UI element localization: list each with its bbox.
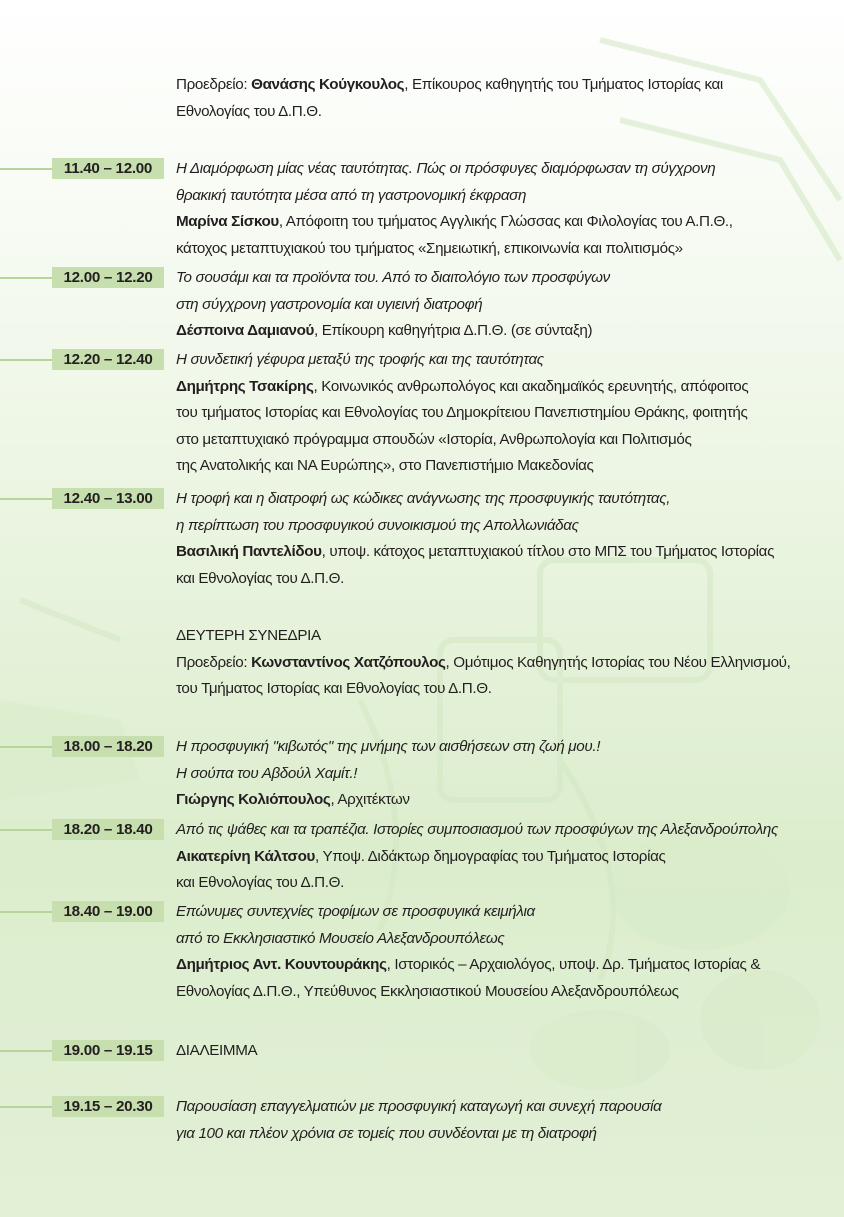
talk-time: 11.40 – 12.00 bbox=[52, 158, 164, 179]
talk-time: 18.40 – 19.00 bbox=[52, 901, 164, 922]
time-rule bbox=[0, 911, 56, 913]
talk-content bbox=[176, 734, 816, 814]
talk-time: 12.20 – 12.40 bbox=[52, 349, 164, 370]
speaker-name: Μαρίνα Σίσκου bbox=[176, 213, 279, 230]
final-title-line: Παρουσίαση επαγγελματιών με προσφυγική καταγωγή και συνεχή παρουσία bbox=[176, 1098, 662, 1115]
chair-label: Προεδρείο: bbox=[176, 76, 252, 93]
chair-title: , Επίκουρος καθηγητής του Τμήματος Ιστορίας και bbox=[404, 76, 723, 93]
second-session-heading: ΔΕΥΤΕΡΗ ΣΥΝΕΔΡΙΑ bbox=[176, 627, 321, 644]
talk-title-line: στη σύγχρονη γαστρονομία και υγιεινή διατροφή bbox=[176, 295, 483, 313]
talk-title-line: Η τροφή και η διατροφή ως κώδικες ανάγνωσης της προσφυγικής ταυτότητας, bbox=[176, 490, 671, 507]
speaker-affiliation-line: του τμήματος Ιστορίας και Εθνολογίας του Δημοκρίτειου Πανεπιστημίου Θράκης, φοιτητής bbox=[176, 404, 748, 421]
speaker-affiliation-line: Εθνολογίας Δ.Π.Θ., Υπεύθυνος Εκκλησιαστικού Μουσείου Αλεξανδρουπόλεως bbox=[176, 982, 679, 1000]
speaker-affiliation-line: της Ανατολικής και ΝΑ Ευρώπης», στο Πανεπιστήμιο Μακεδονίας bbox=[176, 457, 594, 474]
time-rule bbox=[0, 168, 56, 170]
first-session-chair bbox=[176, 72, 816, 125]
final-time: 19.15 – 20.30 bbox=[52, 1096, 164, 1117]
second-chair-label: Προεδρείο: bbox=[176, 653, 252, 671]
talk-title-line: θρακική ταυτότητα μέσα από τη γαστρονομική έκφραση bbox=[176, 186, 527, 204]
chair-title-line2: Εθνολογίας του Δ.Π.Θ. bbox=[176, 102, 322, 120]
talk-content bbox=[176, 265, 816, 345]
speaker-affiliation-line: στο μεταπτυχιακό πρόγραμμα σπουδών «Ιστορία, Ανθρωπολογία και Πολιτισμός bbox=[176, 430, 692, 448]
time-rule bbox=[0, 277, 56, 279]
talk-title-line: Η Διαμόρφωση μίας νέας ταυτότητας. Πώς οι πρόσφυγες διαμόρφωσαν τη σύγχρονη bbox=[176, 160, 716, 177]
speaker-affiliation: , Υποψ. Διδάκτωρ δημογραφίας του Τμήματος Ιστορίας bbox=[315, 847, 666, 865]
speaker-affiliation-line: κάτοχος μεταπτυχιακού του τμήματος «Σημειωτική, επικοινωνία και πολιτισμός» bbox=[176, 239, 683, 257]
talk-title-line: Το σουσάμι και τα προϊόντα του. Από το διαιτολόγιο των προσφύγων bbox=[176, 269, 610, 286]
talk-title-line: η περίπτωση του προσφυγικού συνοικισμού της Απολλωνιάδας bbox=[176, 516, 579, 534]
second-chair-title-line2: του Τμήματος Ιστορίας και Εθνολογίας του Δ.Π.Θ. bbox=[176, 680, 492, 697]
talk-time: 12.40 – 13.00 bbox=[52, 488, 164, 509]
talk-title-line: από το Εκκλησιαστικό Μουσείο Αλεξανδρουπόλεως bbox=[176, 929, 505, 947]
speaker-line bbox=[176, 952, 816, 979]
talk-content bbox=[176, 347, 816, 480]
time-rule bbox=[0, 359, 56, 361]
speaker-line bbox=[176, 209, 816, 236]
speaker-line bbox=[176, 539, 816, 566]
speaker-affiliation: , Επίκουρη καθηγήτρια Δ.Π.Θ. (σε σύνταξη) bbox=[314, 322, 593, 339]
talk-content bbox=[176, 156, 816, 262]
speaker-line bbox=[176, 374, 816, 401]
time-rule bbox=[0, 829, 56, 831]
speaker-affiliation: , Ιστορικός – Αρχαιολόγος, υποψ. Δρ. Τμήματος Ιστορίας & bbox=[386, 956, 761, 973]
talk-content bbox=[176, 486, 816, 592]
time-rule bbox=[0, 1106, 56, 1108]
speaker-line bbox=[176, 844, 816, 871]
break-label: ΔΙΑΛΕΙΜΜΑ bbox=[176, 1042, 258, 1059]
speaker-affiliation: , Κοινωνικός ανθρωπολόγος και ακαδημαϊκός ερευνητής, απόφοιτος bbox=[313, 377, 749, 395]
talk-title-line: Η προσφυγική "κιβωτός" της μνήμης των αισθήσεων στη ζωή μου.! bbox=[176, 738, 601, 755]
chair-name: Θανάσης Κούγκουλος bbox=[251, 76, 405, 93]
final-session bbox=[0, 1096, 844, 1156]
second-session bbox=[176, 623, 816, 703]
time-rule bbox=[0, 1050, 56, 1052]
final-title bbox=[176, 1094, 816, 1147]
final-title-line: για 100 και πλέον χρόνια σε τομείς που συνδέονται με τη διατροφή bbox=[176, 1124, 597, 1142]
talk-time: 18.00 – 18.20 bbox=[52, 736, 164, 757]
talk-title-line: Η σούπα του Αβδούλ Χαμίτ.! bbox=[176, 764, 358, 782]
speaker-affiliation-line: και Εθνολογίας του Δ.Π.Θ. bbox=[176, 569, 344, 587]
talk-title-line: Η συνδετική γέφυρα μεταξύ της τροφής και της ταυτότητας bbox=[176, 351, 544, 368]
second-chair-name: Κωνσταντίνος Χατζόπουλος bbox=[251, 653, 446, 671]
talk-content bbox=[176, 817, 816, 897]
speaker-name: Δέσποινα Δαμιανού bbox=[176, 322, 315, 339]
speaker-name: Δημήτρης Τσακίρης bbox=[176, 377, 314, 395]
speaker-name: Δημήτριος Αντ. Κουντουράκης bbox=[176, 956, 387, 973]
speaker-name: Βασιλική Παντελίδου bbox=[176, 543, 322, 560]
speaker-affiliation-line: και Εθνολογίας του Δ.Π.Θ. bbox=[176, 874, 344, 891]
talk-title-line: Από τις ψάθες και τα τραπέζια. Ιστορίες συμποσιασμού των προσφύγων της Αλεξανδρούπολης bbox=[176, 821, 779, 838]
talk-time: 12.00 – 12.20 bbox=[52, 267, 164, 288]
break-session bbox=[0, 1040, 844, 1062]
time-rule bbox=[0, 746, 56, 748]
break-time: 19.00 – 19.15 bbox=[52, 1040, 164, 1061]
speaker-affiliation: , Απόφοιτη του τμήματος Αγγλικής Γλώσσας και Φιλολογίας του Α.Π.Θ., bbox=[278, 213, 733, 230]
speaker-line bbox=[176, 787, 816, 814]
time-rule bbox=[0, 498, 56, 500]
second-chair-title: , Ομότιμος Καθηγητής Ιστορίας του Νέου Ελληνισμού, bbox=[445, 653, 791, 671]
speaker-affiliation: , υποψ. κάτοχος μεταπτυχιακού τίτλου στο ΜΠΣ του Τμήματος Ιστορίας bbox=[321, 543, 775, 560]
speaker-line bbox=[176, 318, 816, 345]
talk-title-line: Επώνυμες συντεχνίες τροφίμων σε προσφυγικά κειμήλια bbox=[176, 903, 535, 920]
speaker-name: Γιώργης Κολιόπουλος bbox=[176, 791, 331, 808]
speaker-name: Αικατερίνη Κάλτσου bbox=[176, 847, 315, 865]
talk-content bbox=[176, 899, 816, 1005]
speaker-affiliation: , Αρχιτέκτων bbox=[330, 791, 410, 808]
talk-time: 18.20 – 18.40 bbox=[52, 819, 164, 840]
